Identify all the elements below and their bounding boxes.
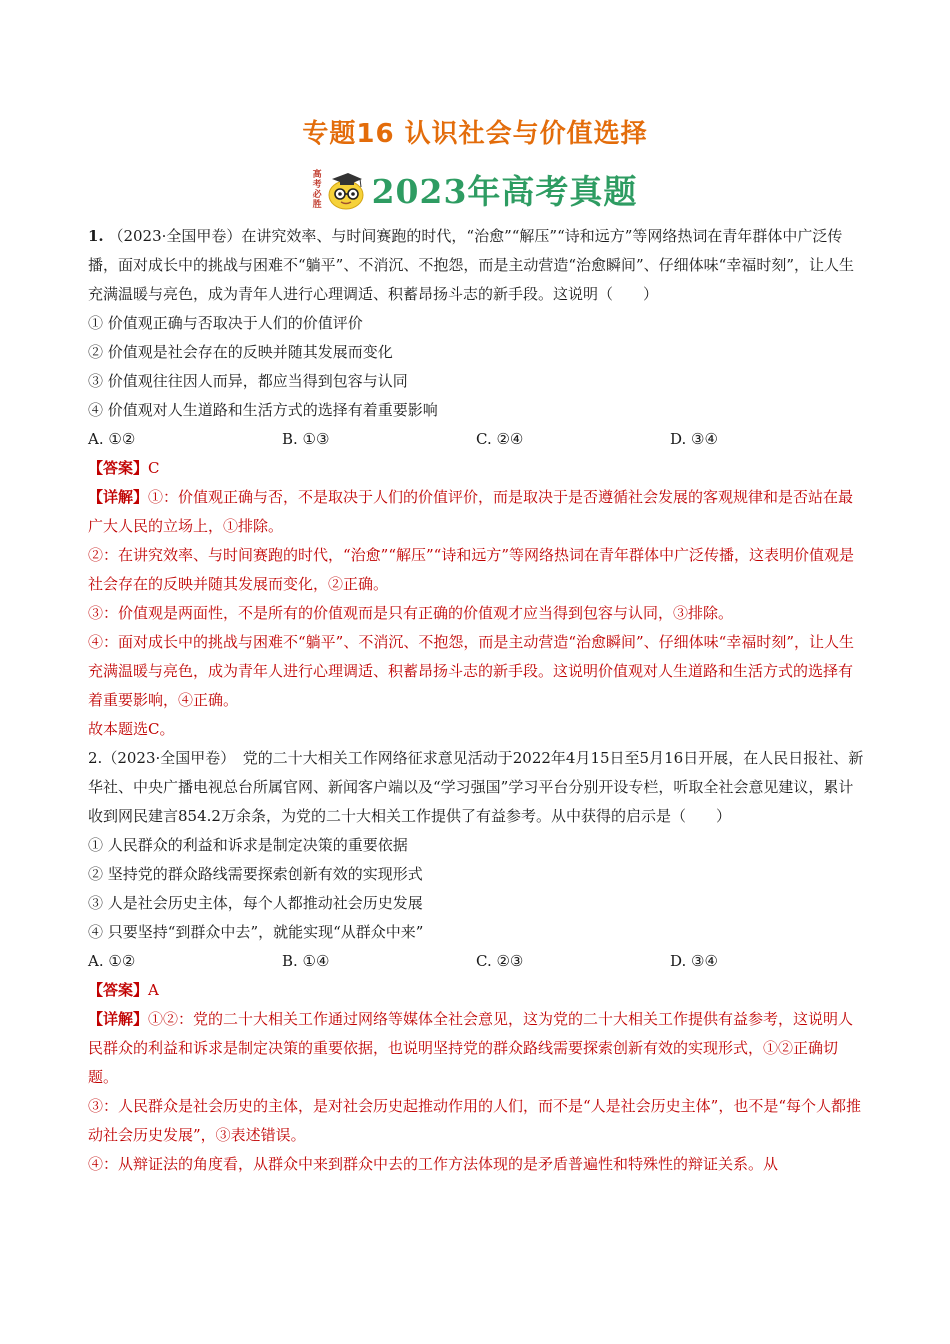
answer-label: 【答案】 [88,459,149,477]
answer-label: 【答案】 [88,981,149,999]
option-b: B. ①④ [282,952,330,970]
badge-char: 胜 [312,199,322,210]
statement-item: ① 价值观正确与否取决于人们的价值评价 [88,314,363,332]
question-2-stem [88,744,866,831]
explanation-line: ②：在讲究效率、与时间赛跑的时代，“治愈”“解压”“诗和远方”等网络热词在青年群体中广泛传播，这表明价值观是社会存在的反映并随其发展而变化，②正确。 [88,546,855,593]
explanation-line: ④：面对成长中的挑战与困难不“躺平”、不消沉、不抱怨，而是主动营造“治愈瞬间”、仔细体味“幸福时刻”，让人生充满温暖与亮色，成为青年人进行心理调适、积蓄昂扬斗志的新手段。这说明价值观对人生道路和生活方式的选择有着重要影响，④正确。 [88,633,855,709]
option-c: C. ②③ [476,952,524,970]
explanation-label: 【详解】 [88,488,149,506]
answer-line [88,976,866,1005]
question-text: （2023·全国甲卷）在讲究效率、与时间赛跑的时代，“治愈”“解压”“诗和远方”等网络热词在青年群体中广泛传播，面对成长中的挑战与困难不“躺平”、不消沉、不抱怨，而是主动营造“治愈瞬间”、仔细体味“幸福时刻”，让人生充满温暖与亮色，成为青年人进行心理调适、积蓄昂扬斗志的新手段。这说明（ ） [88,227,855,303]
statement-item: ③ 人是社会历史主体，每个人都推动社会历史发展 [88,894,423,912]
explanation-text: ①：价值观正确与否，不是取决于人们的价值评价，而是取决于是否遵循社会发展的客观规律和是否站在最广大人民的立场上，①排除。 [88,488,854,535]
option-d: D. ③④ [670,952,718,970]
badge-char: 高 [312,169,322,180]
graduation-mascot-icon [324,170,368,210]
option-d: D. ③④ [670,430,718,448]
banner-title: 2023年高考真题 [371,172,638,211]
explanation-line [88,1005,866,1092]
answer-value: A [148,981,159,999]
explanation-line: ④：从辩证法的角度看，从群众中来到群众中去的工作方法体现的是矛盾普遍性和特殊性的辩证关系。从 [88,1155,779,1173]
option-b: B. ①③ [282,430,330,448]
statement-item: ② 价值观是社会存在的反映并随其发展而变化 [88,343,393,361]
page-title: 专题16 认识社会与价值选择 [302,119,648,149]
statement-item: ③ 价值观往往因人而异，都应当得到包容与认同 [88,372,408,390]
question-text: （2023·全国甲卷） 党的二十大相关工作网络征求意见活动于2022年4月15日至5月16日开展，在人民日报社、新华社、中央广播电视总台所属官网、新闻客户端以及“学习强国”学习平台分别开设专栏，听取全社会意见建议，累计收到网民建言854.2万余条，为党的二十大相关工作提供了有益参考。从中获得的启示是（ ） [88,749,864,825]
answer-line [88,454,866,483]
explanation-line: ③：价值观是两面性，不是所有的价值观而是只有正确的价值观才应当得到包容与认同，③排除。 [88,604,734,622]
option-c: C. ②④ [476,430,524,448]
statement-item: ① 人民群众的利益和诉求是制定决策的重要依据 [88,836,408,854]
explanation-label: 【详解】 [88,1010,149,1028]
explanation-conclusion: 故本题选C。 [88,720,175,738]
explanation-line [88,483,866,541]
option-row [88,425,866,454]
question-number: 1. [88,227,104,245]
option-a: A. ①② [88,952,136,970]
answer-value: C [148,459,160,477]
badge-text [313,170,322,210]
option-row [88,947,866,976]
content-body [88,222,866,1179]
statement-item: ④ 只要坚持“到群众中去”，就能实现“从群众中来” [88,923,424,941]
explanation-text: ①②：党的二十大相关工作通过网络等媒体全社会意见，这为党的二十大相关工作提供有益参考，这说明人民群众的利益和诉求是制定决策的重要依据，也说明坚持党的群众路线需要探索创新有效的实现形式，①②正确切题。 [88,1010,854,1086]
option-a: A. ①② [88,430,136,448]
badge-char: 必 [312,189,322,200]
section-banner [0,166,950,213]
statement-item: ④ 价值观对人生道路和生活方式的选择有着重要影响 [88,401,438,419]
question-1-stem [88,222,866,309]
explanation-line: ③：人民群众是社会历史的主体，是对社会历史起推动作用的人们，而不是“人是社会历史主体”，也不是“每个人都推动社会历史发展”，③表述错误。 [88,1097,862,1144]
badge-char: 考 [312,179,322,190]
statement-item: ② 坚持党的群众路线需要探索创新有效的实现形式 [88,865,423,883]
question-number: 2. [88,749,103,767]
